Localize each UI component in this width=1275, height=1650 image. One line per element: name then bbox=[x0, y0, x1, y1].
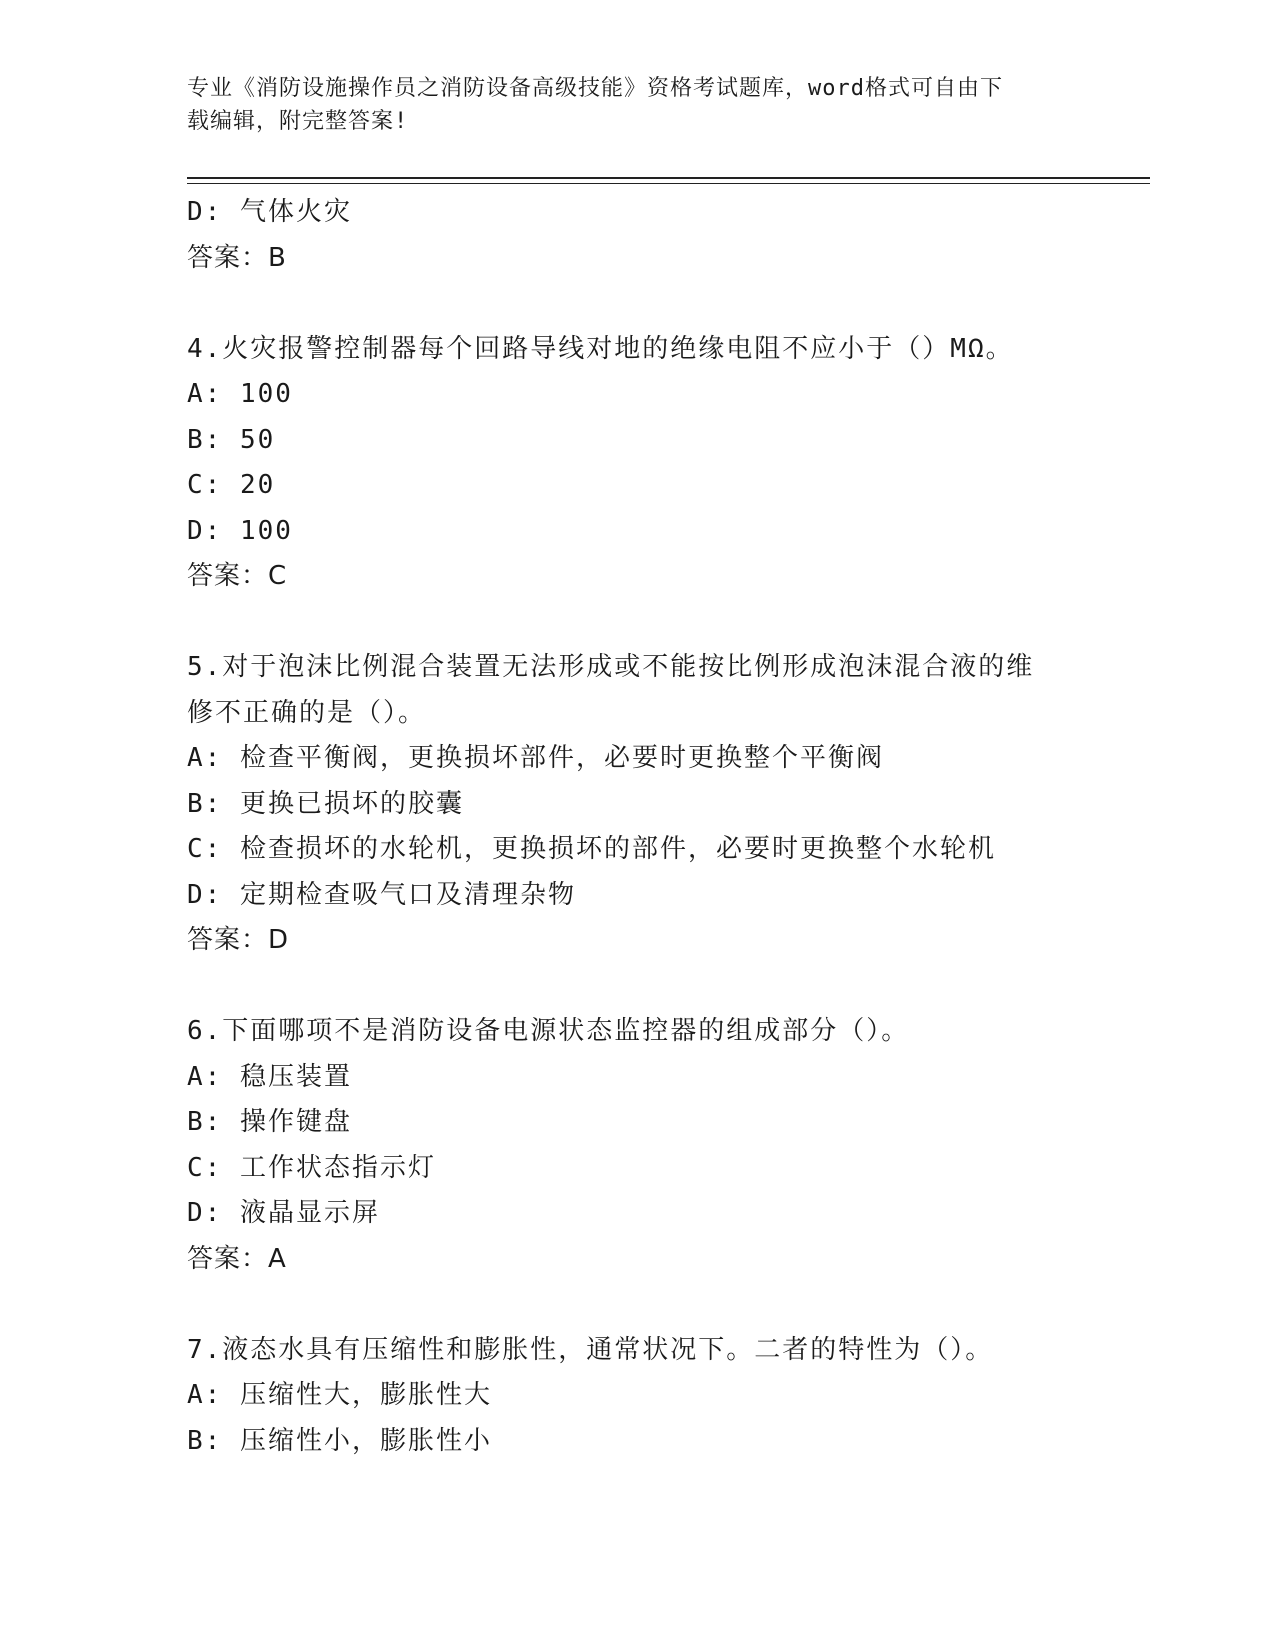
question-6-stem: 6.下面哪项不是消防设备电源状态监控器的组成部分（）。 bbox=[187, 1016, 910, 1046]
spacer bbox=[187, 281, 1087, 327]
question-4-answer: 答案：C bbox=[187, 561, 288, 591]
question-5-answer: 答案：D bbox=[187, 925, 290, 955]
prev-answer: 答案：B bbox=[187, 242, 287, 273]
question-5-stem-line-2: 修不正确的是（）。 bbox=[187, 697, 427, 728]
question-5 bbox=[187, 645, 1087, 964]
question-4-option-a: A: 100 bbox=[187, 379, 293, 409]
question-4-stem: 4.火灾报警控制器每个回路导线对地的绝缘电阻不应小于（）MΩ。 bbox=[187, 333, 1014, 364]
question-5-option-d: D: 定期检查吸气口及清理杂物 bbox=[187, 879, 576, 910]
spacer bbox=[187, 600, 1087, 646]
question-7 bbox=[187, 1328, 1087, 1465]
question-4-option-c: C: 20 bbox=[187, 470, 276, 500]
question-6-option-c: C: 工作状态指示灯 bbox=[187, 1152, 436, 1183]
spacer bbox=[187, 964, 1087, 1010]
document-header bbox=[187, 72, 1087, 138]
question-6 bbox=[187, 1009, 1087, 1282]
question-list bbox=[187, 190, 1087, 1464]
question-4 bbox=[187, 327, 1087, 600]
header-line-1: 专业《消防设施操作员之消防设备高级技能》资格考试题库，word格式可自由下 bbox=[187, 76, 1003, 101]
prev-option-d: D: 气体火灾 bbox=[187, 197, 352, 227]
question-5-option-c: C: 检查损坏的水轮机，更换损坏的部件，必要时更换整个水轮机 bbox=[187, 834, 996, 864]
question-6-option-b: B: 操作键盘 bbox=[187, 1107, 352, 1137]
spacer bbox=[187, 1282, 1087, 1328]
question-6-answer: 答案：A bbox=[187, 1243, 287, 1274]
question-7-stem: 7.液态水具有压缩性和膨胀性，通常状况下。二者的特性为（）。 bbox=[187, 1334, 994, 1365]
question-6-option-d: D: 液晶显示屏 bbox=[187, 1198, 380, 1228]
question-7-option-a: A: 压缩性大，膨胀性大 bbox=[187, 1380, 492, 1410]
question-4-option-d: D: 100 bbox=[187, 515, 293, 546]
question-5-option-b: B: 更换已损坏的胶囊 bbox=[187, 788, 464, 819]
header-rule-thin bbox=[187, 183, 1150, 184]
question-5-stem-line-1: 5.对于泡沫比例混合装置无法形成或不能按比例形成泡沫混合液的维 bbox=[187, 652, 1035, 682]
question-4-option-b: B: 50 bbox=[187, 424, 276, 455]
question-7-option-b: B: 压缩性小，膨胀性小 bbox=[187, 1425, 492, 1456]
question-6-option-a: A: 稳压装置 bbox=[187, 1061, 352, 1092]
question-5-option-a: A: 检查平衡阀，更换损坏部件，必要时更换整个平衡阀 bbox=[187, 743, 884, 773]
header-rule-thick bbox=[187, 177, 1150, 179]
header-line-2: 载编辑，附完整答案! bbox=[187, 109, 409, 134]
